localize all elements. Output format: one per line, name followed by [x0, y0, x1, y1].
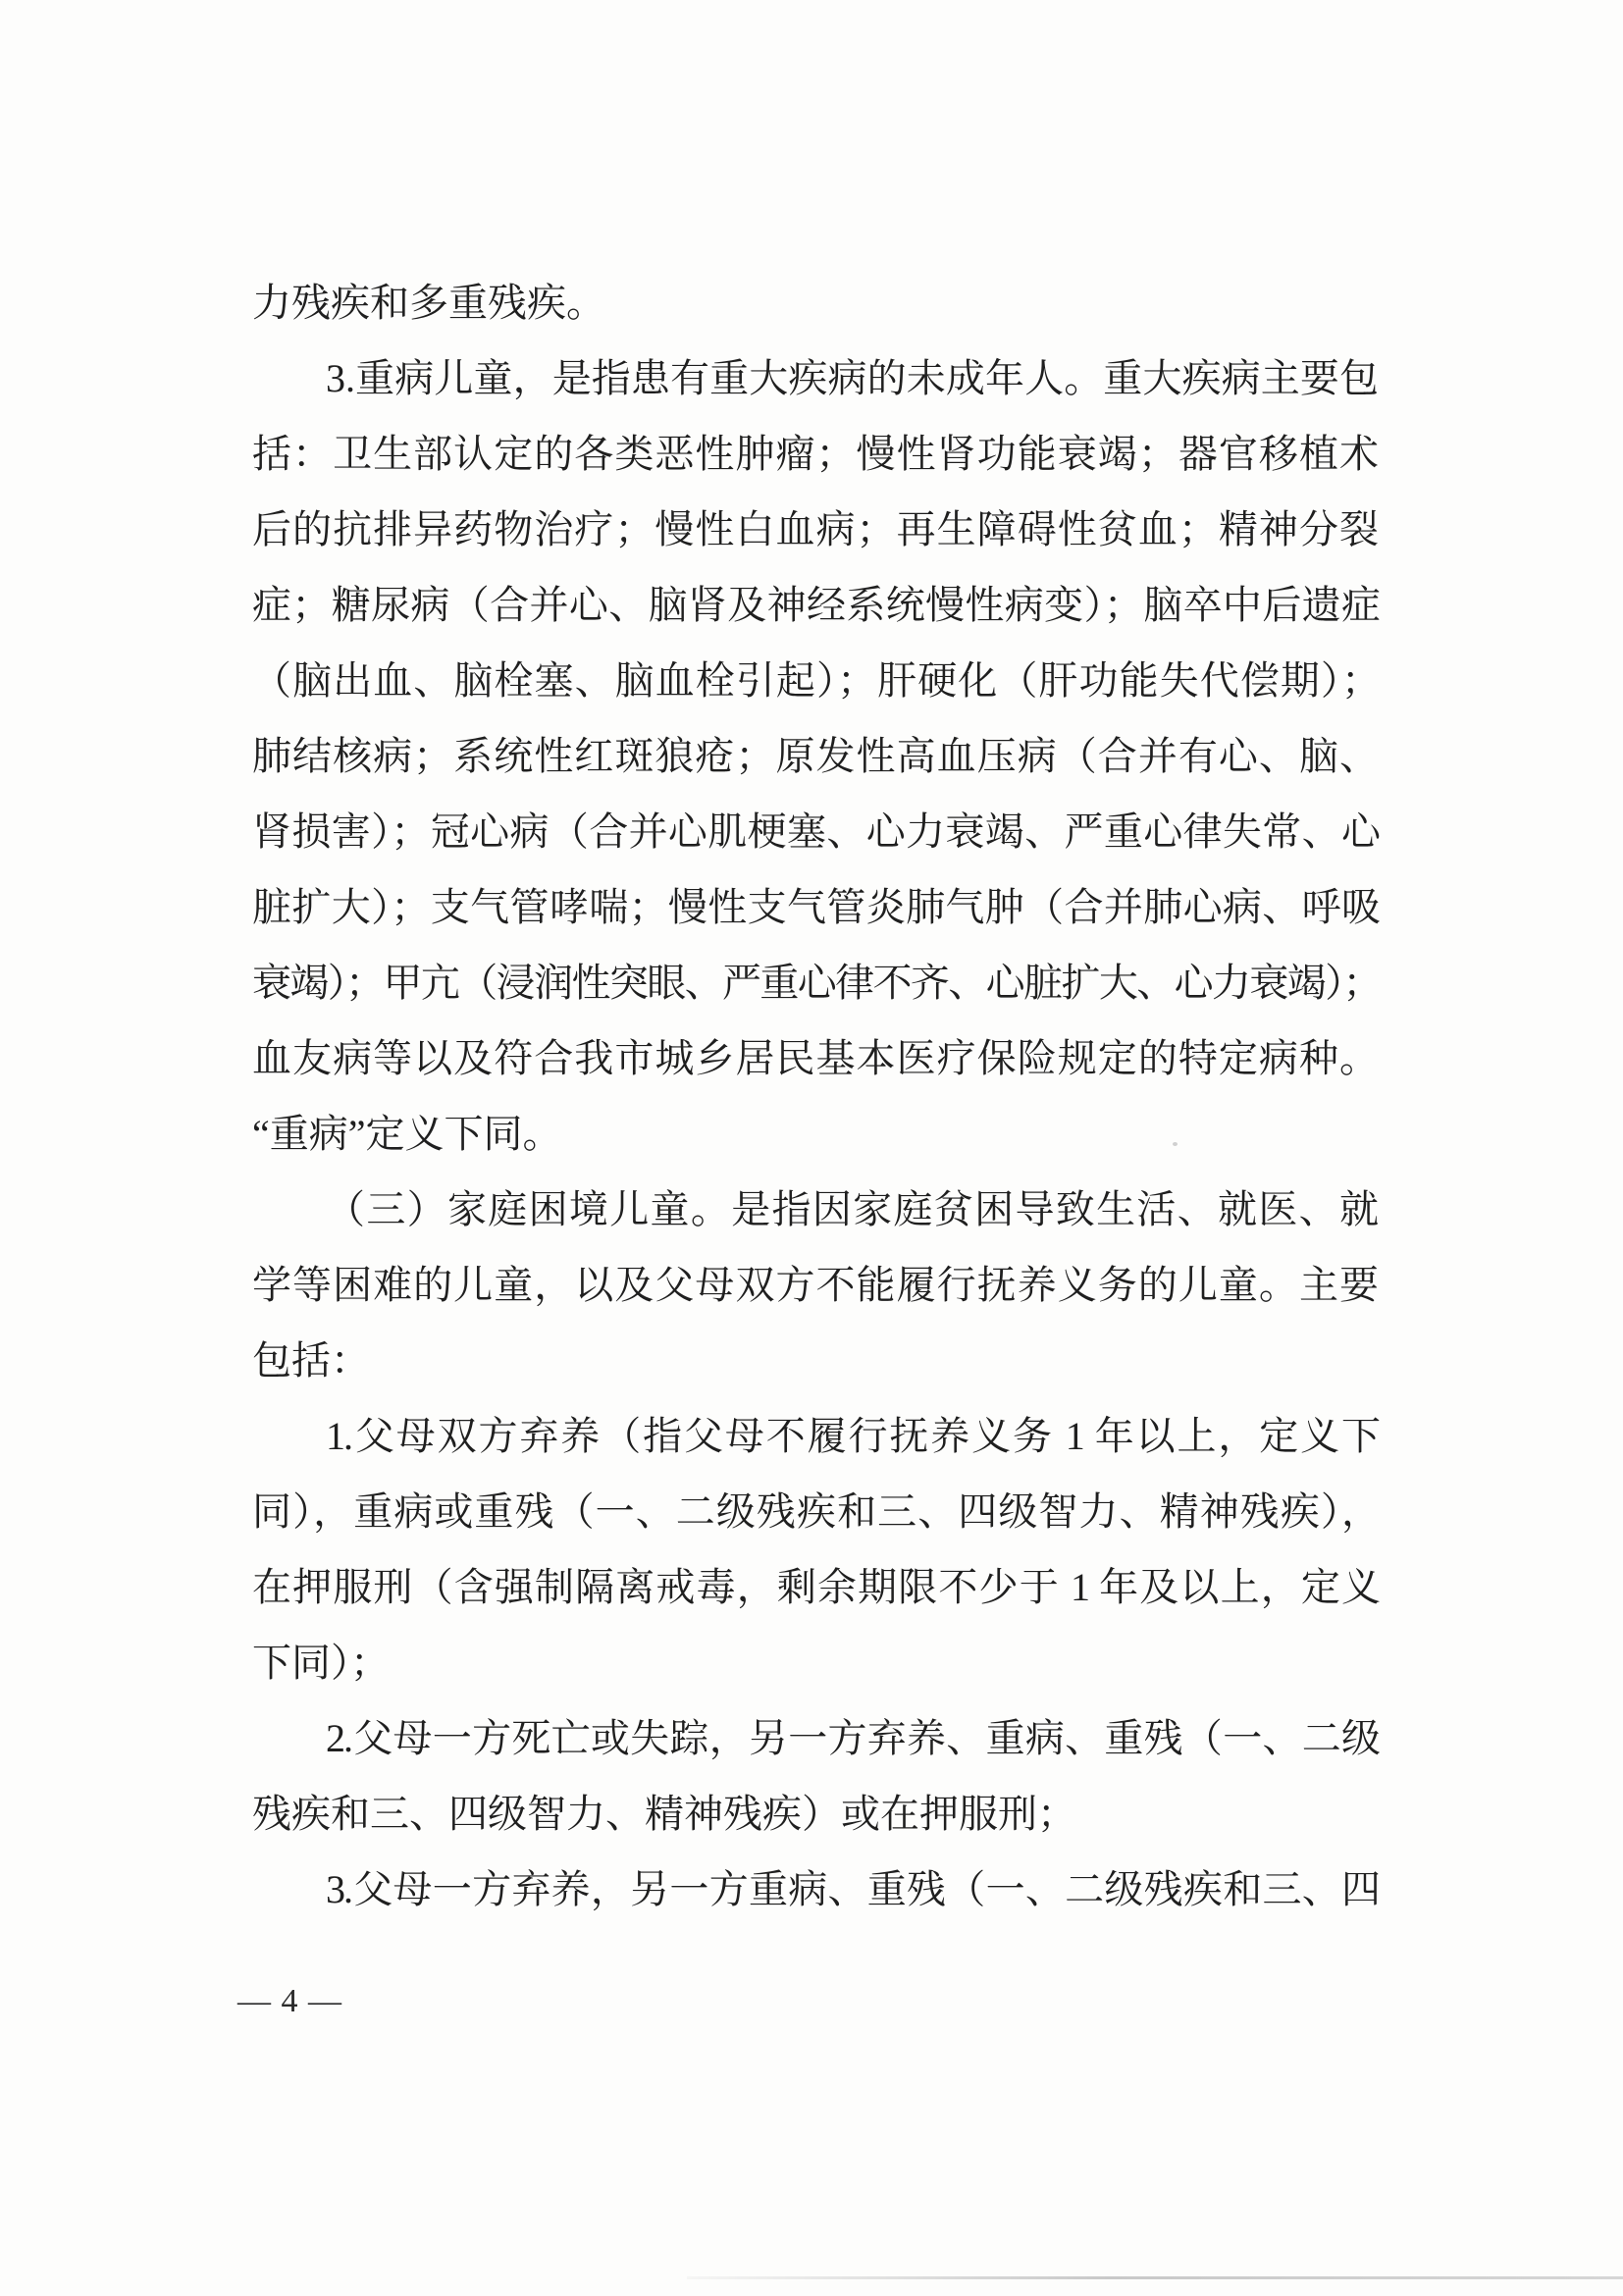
- text-line: “重病”定义下同。: [252, 1112, 562, 1156]
- text-line: 下同）；: [252, 1641, 390, 1685]
- text-line: 后的抗排异药物治疗；慢性白血病；再生障碍性贫血；精神分裂: [252, 507, 1379, 551]
- scan-artifact-dot: [1173, 1142, 1178, 1146]
- text-line: 血友病等以及符合我市城乡居民基本医疗保险规定的特定病种。: [252, 1036, 1379, 1080]
- paragraph: [252, 1172, 1379, 1398]
- text-line: 衰竭）；甲亢（浸润性突眼、严重心律不齐、心脏扩大、心力衰竭）；: [252, 961, 1379, 1005]
- text-line: 学等困难的儿童，以及父母双方不能履行抚养义务的儿童。主要: [252, 1263, 1379, 1307]
- text-line: 2.父母一方死亡或失踪，另一方弃养、重病、重残（一、二级: [326, 1716, 1379, 1760]
- text-line: 括：卫生部认定的各类恶性肿瘤；慢性肾功能衰竭；器官移植术: [252, 432, 1379, 476]
- paragraph: [252, 265, 1379, 340]
- paragraph: [252, 1700, 1379, 1852]
- page-number: — 4 —: [237, 1983, 342, 2019]
- text-line: 肾损害）；冠心病（合并心肌梗塞、心力衰竭、严重心律失常、心: [252, 809, 1379, 854]
- text-line: 症；糖尿病（合并心、脑肾及神经系统慢性病变）；脑卒中后遗症: [252, 583, 1379, 627]
- text-line: 3.重病儿童，是指患有重大疾病的未成年人。重大疾病主要包: [326, 356, 1379, 400]
- paragraph: [252, 340, 1379, 1172]
- paragraph: [252, 1852, 1379, 1927]
- page-footer: [237, 1976, 342, 2027]
- text-line: 同），重病或重残（一、二级残疾和三、四级智力、精神残疾），: [252, 1489, 1379, 1534]
- paragraph: [252, 1398, 1379, 1700]
- scan-edge-line: [687, 2276, 1623, 2279]
- text-line: 1.父母双方弃养（指父母不履行抚养义务 1 年以上，定义下: [326, 1414, 1379, 1458]
- document-body: [252, 265, 1379, 1927]
- text-line: 力残疾和多重残疾。: [252, 281, 605, 325]
- text-line: （脑出血、脑栓塞、脑血栓引起）；肝硬化（肝功能失代偿期）；: [252, 658, 1379, 703]
- text-line: （三）家庭困境儿童。是指因家庭贫困导致生活、就医、就: [326, 1187, 1379, 1231]
- text-line: 脏扩大）；支气管哮喘；慢性支气管炎肺气肿（合并肺心病、呼吸: [252, 885, 1379, 929]
- text-line: 3.父母一方弃养，另一方重病、重残（一、二级残疾和三、四: [326, 1867, 1379, 1911]
- text-line: 残疾和三、四级智力、精神残疾）或在押服刑；: [252, 1792, 1076, 1836]
- text-line: 包括：: [252, 1338, 370, 1383]
- text-line: 在押服刑（含强制隔离戒毒，剩余期限不少于 1 年及以上，定义: [252, 1565, 1379, 1609]
- text-line: 肺结核病；系统性红斑狼疮；原发性高血压病（合并有心、脑、: [252, 734, 1379, 778]
